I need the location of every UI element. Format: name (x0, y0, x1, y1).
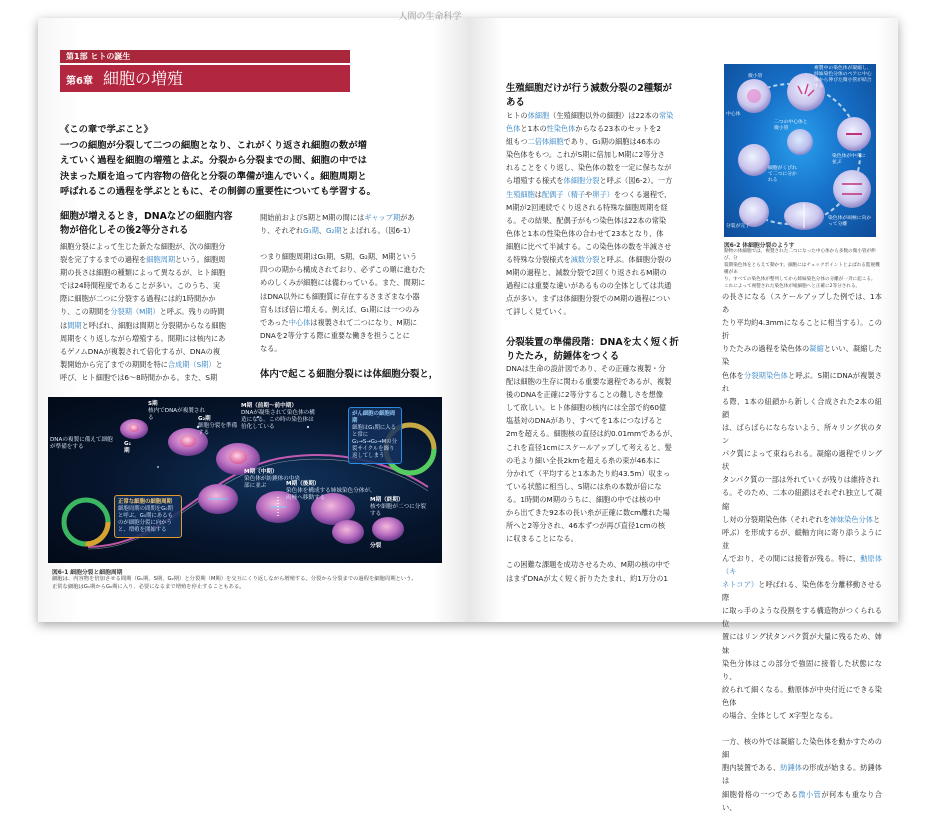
heading-line: 生殖細胞だけが行う減数分裂の2種類が (506, 83, 672, 94)
text-line: り、それぞれG₁期、G₂期とよばれる。（図6-1） (260, 226, 415, 236)
lead-line: 決まった順を追って内容物の倍化と分裂の準備が進んでいく。細胞周期と (60, 170, 367, 182)
part-label: 第1部 ヒトの誕生 (60, 50, 350, 63)
text-line: んでおり、その間には接着が残る。特に、動原体（キ (722, 553, 882, 576)
key-term: G₁期 (303, 226, 319, 236)
text-line: であった中心体は複製されて二つになり、M期に (260, 317, 418, 327)
key-term: 二倍体細胞 (527, 137, 564, 147)
text-line: 呼ぶ）を形成するが、縦軸方向に寄り添うように並 (722, 527, 882, 550)
label-m2-desc: 染色体が紡錘体の中央部に並ぶ (244, 476, 300, 489)
section-heading-2: 体内で起こる細胞分裂には体細胞分裂と， (260, 369, 439, 380)
key-term: 配偶子（精子 (541, 189, 586, 199)
text-line: 染色分体はこの部分で強固に接着した状態になり、 (722, 658, 882, 681)
chapter-lead (60, 122, 408, 200)
label-g1-phase: G₁期 (124, 441, 132, 454)
figure1-caption (52, 575, 446, 591)
figure2-caption (724, 248, 880, 290)
key-term: ネトコア） (722, 580, 759, 590)
text-line: る。その結果、配偶子がもつ染色体は22本の常染 (506, 215, 667, 225)
fig2-label-centrosome: 中心体 (726, 112, 741, 117)
caption-line: 動物の体細胞では、複製された二つになった中心体から多数の微小管が伸び、分 (724, 249, 876, 261)
figure-cell-cycle (48, 397, 442, 563)
text-line: この困難な課題を成功させるため、M期の核の中で (506, 560, 671, 570)
figure-mitosis (724, 64, 876, 237)
fig2-label-division-begin: 分裂が完了 (726, 224, 750, 229)
text-line: の場合、全体として X字型となる。 (722, 711, 838, 720)
text-line: 色体と1本の性染色体の合わせて23本となり、体 (506, 228, 664, 238)
text-line: 製開始から完了までの期間を特に合成期（S期）と (60, 359, 223, 369)
text-line: 染色体をもつ。これがS期に倍加しM期に2等分さ (506, 150, 665, 160)
fig2-label-cleavage: 細胞がくびれて二つに分かれる (768, 166, 797, 183)
normal-box-title: 正常な細胞の細胞周期 (118, 499, 172, 505)
text-line: る際、1本の紐鎖から新しく合成された2本の紐鎖 (722, 396, 882, 419)
text-line: つまり細胞周期はG₁期、S期、G₂期、M期という (260, 252, 418, 262)
text-line: ら増殖する様式を体細胞分裂と呼ぶ（図6-2）。一方 (506, 176, 673, 186)
figure2-caption-title: 図6-2 体細胞分裂のようす (724, 243, 795, 249)
key-term: 色体 (506, 124, 521, 134)
label-m2-phase: M期（中期） (244, 469, 278, 475)
text-line: の毛より細い全長2kmを超える糸の束が46本に (506, 455, 661, 465)
label-m-phase: M期（前期〜前中期） (241, 403, 297, 409)
text-line: M期の過程と、減数分裂で2回くり返されるM期の (506, 268, 667, 278)
label-m4-desc: 核や細胞が二つに分裂する (370, 504, 426, 517)
text-line: 際に細胞が二つに分裂する過程には約1時間かか (60, 294, 216, 304)
label-division: 分裂 (370, 543, 382, 549)
lead-line: 呼ばれるこの過程を学ぶとともに、その制御の重要性についても学習する。 (60, 186, 376, 198)
label-g2-desc: 細胞分裂を準備する (198, 423, 238, 436)
text-line: に取っ手のような役割をする構造物がつくられる位 (722, 606, 882, 629)
text-line: し対の分裂期染色体（それぞれを姉妹染色分体と (722, 514, 881, 524)
text-line: めのしくみが細胞には備わっている。また、間期に (260, 278, 426, 288)
caption-line: これによって複製された染色体が娘細胞へと正確に2等分される。 (724, 284, 861, 289)
text-line: に収まることになる。 (506, 534, 578, 544)
text-line: して欲しい。ヒト体細胞の核内には全部で約60億 (506, 403, 667, 413)
text-line: ヒトの体細胞（生殖細胞以外の細胞）は22本の常染 (506, 111, 674, 120)
text-line: 組もつ二倍体細胞であり、G₁期の細胞は46本の (506, 137, 661, 147)
text-line: 細胞分裂によって生じた新たな細胞が、次の細胞分 (60, 242, 226, 251)
text-line: 後のDNAを正確に2等分することの難しさを想像 (506, 390, 663, 400)
heading-line: ある (506, 97, 525, 108)
chapter-number: 第6章 (66, 76, 93, 87)
text-line: 四つの期から構成されており、必ずこの順に進むた (260, 265, 426, 275)
left-column-2 (260, 211, 460, 355)
text-line: DNAは生命の設計図であり、その正確な複製・分 (506, 364, 666, 373)
text-line: る特殊な分裂様式を減数分裂と呼ぶ。体細胞分裂の (506, 255, 672, 265)
text-line: る。1時間のM期のうちに、細胞の中では核の中 (506, 494, 661, 504)
label-s-desc: 核内でDNAが複製される (148, 408, 206, 421)
text-line: は間期と呼ばれ、細胞は間期と分裂期からなる細胞 (60, 320, 226, 330)
key-term: G₂期 (325, 226, 342, 236)
caption-line: 細胞は、内容物を倍加させる間期（G₁期、S期、G₂期）と分裂期（M期）を交互にくり返しながら増殖する。分裂から分裂までの過程を細胞周期という。 (52, 576, 417, 582)
caption-line: り、すべての染色体が整列してから姉妹染色分体の分離が一斉に起こる。 (724, 277, 876, 282)
text-line: 開始前およびS期とM期の間にはギャップ期があ (260, 213, 415, 222)
key-term: 紡錘体 (780, 763, 803, 773)
text-line: なる。 (260, 343, 282, 353)
key-term: 減数分裂 (570, 255, 600, 265)
label-g2-phase: G₂期 (198, 416, 211, 422)
text-line: て詳しく見ていく。 (506, 307, 571, 317)
text-line: 一方、核の外では凝縮した染色体を動かすための細 (722, 737, 882, 760)
key-term: 体細胞 (527, 111, 550, 120)
key-term: 細胞周期 (146, 255, 176, 265)
right-page (468, 18, 898, 812)
section-heading (506, 82, 706, 110)
key-term: 体細胞分裂 (563, 176, 600, 186)
text-line: 裂を完了するまでの過程を細胞周期という。細胞周 (60, 255, 226, 265)
text-line: れることをくり返し、染色体の数を一定に保ちなが (506, 163, 672, 173)
text-line: から出てきた92本の長い糸が正確に数cm離れた場 (506, 508, 670, 518)
text-line: の長さになる（スケールアップした例では、1本あ (722, 292, 882, 315)
fig2-label-top-note: 複製中の染色体が凝縮し、姉妹染色分体のペアに中心体から伸びた微小管が結合する (814, 66, 872, 89)
text-line: 所へと2等分され、46本ずつが再び直径1cmの核 (506, 521, 666, 531)
text-line: DNAを2等分する際に重要な働きを担うことに (260, 330, 410, 340)
heading-line: 分裂装置の準備段階：DNAを太く短く折 (506, 337, 679, 348)
chapter-header (60, 65, 350, 92)
text-line: これを直径1cmにスケールアップして考えると、髪 (506, 442, 672, 452)
label-m-desc: DNAが凝集されて染色体の構造になる。この時の染色体は倍化している (241, 410, 315, 430)
text-line: ネトコア）と呼ばれる、染色体を分離移動させる際 (722, 580, 882, 603)
text-line: 呼び、ヒト細胞では6〜8時間かかる。また、S期 (60, 372, 218, 382)
left-column-1 (60, 240, 264, 384)
key-term: ギャップ期 (364, 213, 401, 222)
label-g1-desc: DNAの複製に備えて細胞が準備をする (50, 437, 113, 450)
open-book (38, 18, 898, 812)
cancer-box-text: 細胞はG₁期に入ると常にG₁→S→G₂→Mの分裂サイクルを繰り返してしまう (352, 425, 398, 459)
label-s-phase: S期 (148, 401, 158, 407)
text-line: はDNA以外にも細胞質に存在するさまざまな小器 (260, 291, 420, 301)
text-line (722, 722, 882, 735)
key-term: 中心体 (288, 317, 311, 327)
text-line: は、ばらばらにならないよう、所々リング状のタン (722, 422, 882, 446)
text-line: 配は細胞の生存に関わる重要な過程であるが、複製 (506, 377, 672, 387)
key-term: 動原体（キ (722, 553, 882, 576)
label-m3-desc: 染色体を構成する姉妹染色分体が、両極へ移動する (286, 488, 376, 501)
fig2-label-chromosome: 染色体が中央に並ぶ (832, 154, 866, 165)
text-line: たり平均約4.3mmになることに相当する）。この折 (722, 318, 882, 341)
text-line: 細胞骨格の一つである微小管が何本も重なり合い、 (722, 789, 882, 812)
text-line: 色体を分裂期染色体と呼ぶ。S期にDNAが複製され (722, 370, 882, 393)
text-line: 分かれて（平均すると1本あたり約43.5m）収まっ (506, 468, 671, 478)
text-line: る。そのため、二本の紐鎖はそれぞれ独立して凝縮 (722, 488, 882, 511)
key-term: 常染 (658, 111, 674, 120)
running-head: 人間の生命科学 (398, 12, 462, 22)
caption-line: 正常な細胞はG₁期からG₀期に入り、必要になるまで増殖を停止することもある。 (52, 584, 245, 590)
text-line: 細胞に比べて半減する。この染色体の数を半減させ (506, 241, 672, 251)
fig2-label-two-spindles: 二つの中心体と微小管 (774, 120, 808, 131)
text-line: 過程には重要な違いがあるものの全体としては共通 (506, 281, 672, 291)
text-line: 生殖細胞は配偶子（精子や卵子）をつくる過程で、 (506, 189, 672, 199)
text-line: はまずDNAが太く短く折りたたまれ、約1万分の1 (506, 573, 668, 583)
key-term: 姉妹染色分体 (829, 514, 873, 524)
key-term: 生殖細胞 (506, 189, 535, 199)
text-line: 置にはリング状タンパク質が大量に残るため、姉妹 (722, 632, 882, 655)
right-column-1 (506, 109, 706, 319)
text-line: 期の長さは細胞の種類によって異なるが、ヒト細胞 (60, 268, 226, 278)
cancer-cycle-box (348, 407, 402, 464)
text-line (260, 237, 460, 250)
fig2-label-separation: 染色体が両極に向かって分離 (828, 216, 872, 227)
text-line: 絞られて細くなる。動原体が中央付近にできる染色体 (722, 684, 882, 707)
text-line: り、この期間を分裂期（M期）と呼ぶ。残りの時間 (60, 307, 225, 317)
key-term: 凝縮 (809, 344, 824, 354)
fig2-label-microtubule: 微小管 (748, 74, 763, 79)
text-line: りたたみの過程を染色体の凝縮といい、凝縮した染 (722, 344, 882, 367)
text-line: タンパク質の一部は外れていくが残りは維持され (722, 475, 880, 485)
cancer-box-title: がん細胞の細胞周期 (352, 411, 396, 424)
key-term: 分裂期染色体 (744, 370, 788, 380)
key-term: 合成期（S期） (167, 359, 216, 369)
section-heading-2 (506, 336, 706, 364)
text-line: 2mを超える。細胞核の直径は約0.01mmであるが、 (506, 429, 677, 439)
key-term: 卵子） (592, 189, 614, 199)
key-term: 分裂期（M期） (110, 307, 160, 317)
left-page (38, 18, 468, 622)
text-line: ている状態に相当し、S期には糸の本数が倍にな (506, 481, 662, 491)
text-line (506, 545, 706, 558)
lead-line: えていく過程を細胞の増殖とよぶ。分裂から分裂までの間、細胞の中では (60, 155, 367, 167)
key-term: 微小管 (798, 789, 822, 799)
text-line: 点が多い。まずは体細胞分裂でのM期の過程につい (506, 294, 671, 304)
chapter-title: 細胞の増殖 (102, 69, 183, 88)
text-line: パク質によって束ねられる。凝縮の過程でリング状 (722, 449, 882, 472)
caption-line: 裂期染色体をとらえて動かす。細胞にはチェックポイントとよばれる監視機構があ (724, 263, 880, 275)
right-column-2 (722, 290, 882, 814)
key-term: 性染色体 (546, 124, 576, 134)
text-line: M期が2回連続でくり返される特殊な細胞周期を経 (506, 202, 668, 212)
heading-line: 物が倍化しその後2等分される (60, 225, 189, 236)
normal-box-text: 細胞周期の間期をG₀期と呼ぶ。G₀期にあるものが細胞分裂に向かうと、増殖を開始する (118, 506, 173, 533)
heading-line: りたたみ，紡錘体をつくる (506, 351, 620, 362)
text-line: では24時間程度であることが多い。このうち、実 (60, 281, 221, 291)
heading-line: 細胞が増えるとき，DNAなどの細胞内容 (60, 211, 233, 222)
key-term: 間期 (67, 320, 82, 330)
lead-line: 一つの細胞が分裂して二つの細胞となり、これがくり返され細胞の数が増 (60, 139, 367, 151)
text-line: 官もほぼ倍に増える。例えば、G₁期には一つのみ (260, 304, 420, 314)
right-column-1b (506, 362, 706, 585)
label-m3-phase: M期（後期） (286, 481, 320, 487)
text-line: 周期をくり返しながら増殖する。間期には核内にあ (60, 333, 226, 343)
lead-line: 《この章で学ぶこと》 (60, 124, 153, 135)
text-line: 塩基対のDNAがあり、すべてを1本につなげると (506, 416, 663, 426)
normal-cycle-box (114, 495, 182, 538)
text-line: 胞内装置である、紡錘体の形成が始まる。紡錘体は (722, 763, 882, 786)
label-m4-phase: M期（終期） (370, 497, 404, 503)
text-line: 色体と1本の性染色体からなる23本のセットを2 (506, 124, 661, 134)
section-heading (60, 210, 265, 238)
text-line: るゲノムDNAが複製されて倍化するが、DNAの複 (60, 346, 221, 356)
figure1-caption-title: 図6-1 細胞分裂と細胞周期 (52, 570, 123, 576)
